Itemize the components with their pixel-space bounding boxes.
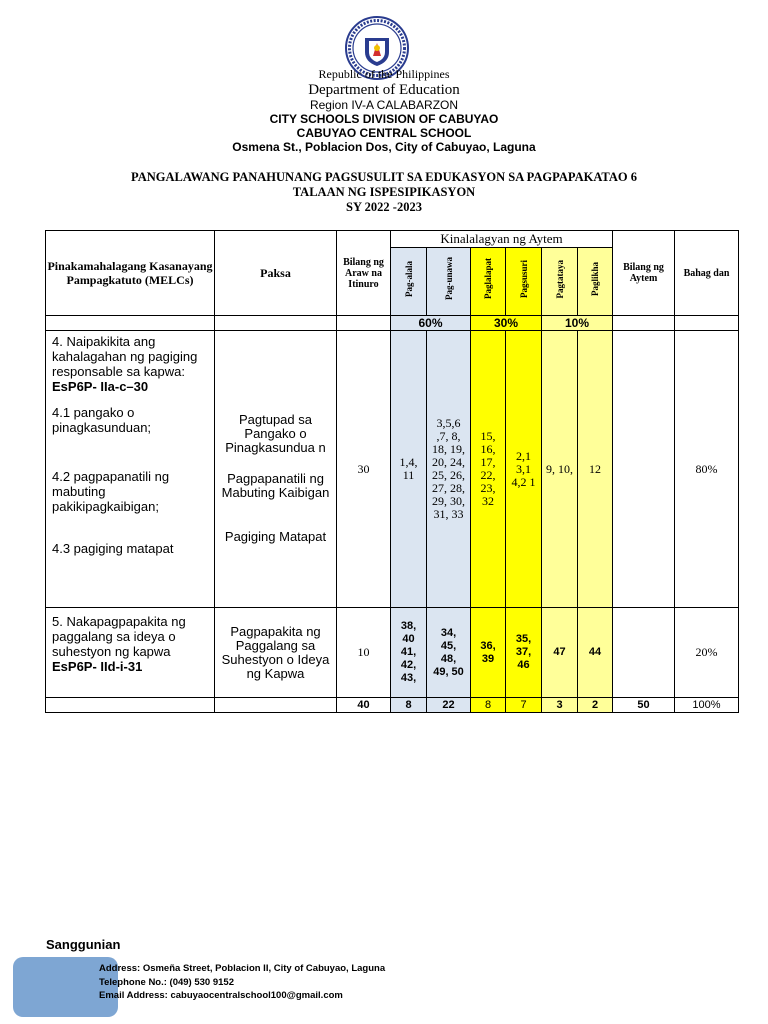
- paglalapat-cell: 36, 39: [471, 608, 506, 698]
- pag-unawa-cell: 3,5,6 ,7, 8, 18, 19, 20, 24, 25, 26, 27, 28, 29, 30, 31, 33: [427, 331, 471, 608]
- total-paglikha: 2: [578, 698, 613, 713]
- header-melcs: Pinakamahalagang Kasanayang Pampagkatuto (MELCs): [46, 231, 215, 316]
- aytem-cell: [613, 608, 675, 698]
- melc-code: EsP6P- IIa-c–30: [52, 379, 149, 394]
- total-pag-unawa: 22: [427, 698, 471, 713]
- paglikha-cell: 12: [578, 331, 613, 608]
- school-line: CABUYAO CENTRAL SCHOOL: [296, 126, 472, 140]
- document-subtitle: TALAAN NG ISPESIPIKASYON: [292, 185, 476, 199]
- percent-difficult: 10%: [542, 316, 613, 331]
- total-aytem: 50: [613, 698, 675, 713]
- melc-sub-item: 4.2 pagpapanatili ng mabuting pakikipagkaibigan;: [52, 469, 170, 514]
- total-pag-alala: 8: [391, 698, 427, 713]
- aytem-cell: [613, 331, 675, 608]
- header-paksa: Paksa: [215, 231, 337, 316]
- percent-easy: 60%: [391, 316, 471, 331]
- school-year: SY 2022 -2023: [346, 200, 422, 214]
- paksa-text: Pagiging Matapat: [224, 529, 327, 544]
- melc-code: EsP6P- IId-i-31: [52, 659, 143, 674]
- melc-cell-5: [46, 608, 215, 698]
- totals-row: [46, 698, 739, 713]
- header-kinalalagyan: Kinalalagyan ng Aytem: [391, 231, 613, 248]
- pag-alala-cell: 1,4, 11: [391, 331, 427, 608]
- header-bahagdan: Bahag dan: [675, 231, 739, 316]
- header-level-paglalapat: Paglalapat: [471, 248, 506, 316]
- total-bahagdan: 100%: [675, 698, 739, 713]
- paksa-text: Pagpapanatili ng Mabuting Kaibigan: [221, 471, 330, 500]
- table-row: [46, 331, 739, 608]
- araw-cell: 30: [337, 331, 391, 608]
- republic-line: Republic of the Philippines: [318, 67, 450, 81]
- footer-telephone: Telephone No.: (049) 530 9152: [99, 977, 234, 988]
- footer-email: Email Address: cabuyaocentralschool100@gmail.com: [99, 990, 343, 1001]
- footer-label: Sanggunian: [46, 937, 121, 952]
- bahagdan-cell: 20%: [675, 608, 739, 698]
- total-paglalapat: 8: [471, 698, 506, 713]
- header-bilang-aytem: Bilang ng Aytem: [613, 231, 675, 316]
- region-line: Region IV-A CALABARZON: [309, 98, 459, 112]
- pagsusuri-cell: 35, 37, 46: [506, 608, 542, 698]
- percent-average: 30%: [471, 316, 542, 331]
- total-araw: 40: [337, 698, 391, 713]
- pagsusuri-cell: 2,1 3,1 4,2 1: [506, 331, 542, 608]
- paksa-cell-5: Pagpapakita ng Paggalang sa Suhestyon o Ideya ng Kapwa: [215, 608, 337, 698]
- pag-unawa-cell: 34, 45, 48, 49, 50: [427, 608, 471, 698]
- header-bilang-araw: Bilang ng Araw na Itinuro: [337, 231, 391, 316]
- bahagdan-cell: 80%: [675, 331, 739, 608]
- paksa-cell-4: [215, 331, 337, 608]
- header-level-paglikha: Paglikha: [578, 248, 613, 316]
- specification-table: [45, 230, 739, 713]
- school-address-line: Osmena St., Poblacion Dos, City of Cabuyao, Laguna: [232, 140, 536, 154]
- document-title: PANGALAWANG PANAHUNANG PAGSUSULIT SA EDUKASYON SA PAGPAPAKATAO 6: [131, 170, 637, 184]
- total-pagsusuri: 7: [506, 698, 542, 713]
- department-line: Department of Education: [308, 82, 460, 98]
- header-level-pagsusuri: Pagsusuri: [506, 248, 542, 316]
- paksa-text: Pagtupad sa Pangako o Pinagkasundua n: [225, 412, 326, 455]
- footer-address: Address: Osmeña Street, Poblacion II, City of Cabuyao, Laguna: [99, 963, 386, 974]
- pagtataya-cell: 47: [542, 608, 578, 698]
- pagtataya-cell: 9, 10,: [542, 331, 578, 608]
- header-level-pag-unawa: Pag-unawa: [427, 248, 471, 316]
- melc-sub-item: 4.1 pangako o pinagkasunduan;: [52, 405, 152, 435]
- table-row: [46, 608, 739, 698]
- total-pagtataya: 3: [542, 698, 578, 713]
- melc-heading: 4. Naipakikita ang kahalagahan ng pagiging responsable sa kapwa:: [52, 334, 198, 379]
- melc-heading: 5. Nakapagpapakita ng paggalang sa ideya o suhestyon ng kapwa: [52, 614, 186, 659]
- paglalapat-cell: 15, 16, 17, 22, 23, 32: [471, 331, 506, 608]
- header-level-pag-alala: Pag-alala: [391, 248, 427, 316]
- header-level-pagtataya: Pagtataya: [542, 248, 578, 316]
- division-line: CITY SCHOOLS DIVISION OF CABUYAO: [269, 112, 499, 126]
- melc-sub-item: 4.3 pagiging matapat: [52, 541, 174, 556]
- paglikha-cell: 44: [578, 608, 613, 698]
- melc-cell-4: [46, 331, 215, 608]
- pag-alala-cell: 38, 40 41, 42, 43,: [391, 608, 427, 698]
- araw-cell: 10: [337, 608, 391, 698]
